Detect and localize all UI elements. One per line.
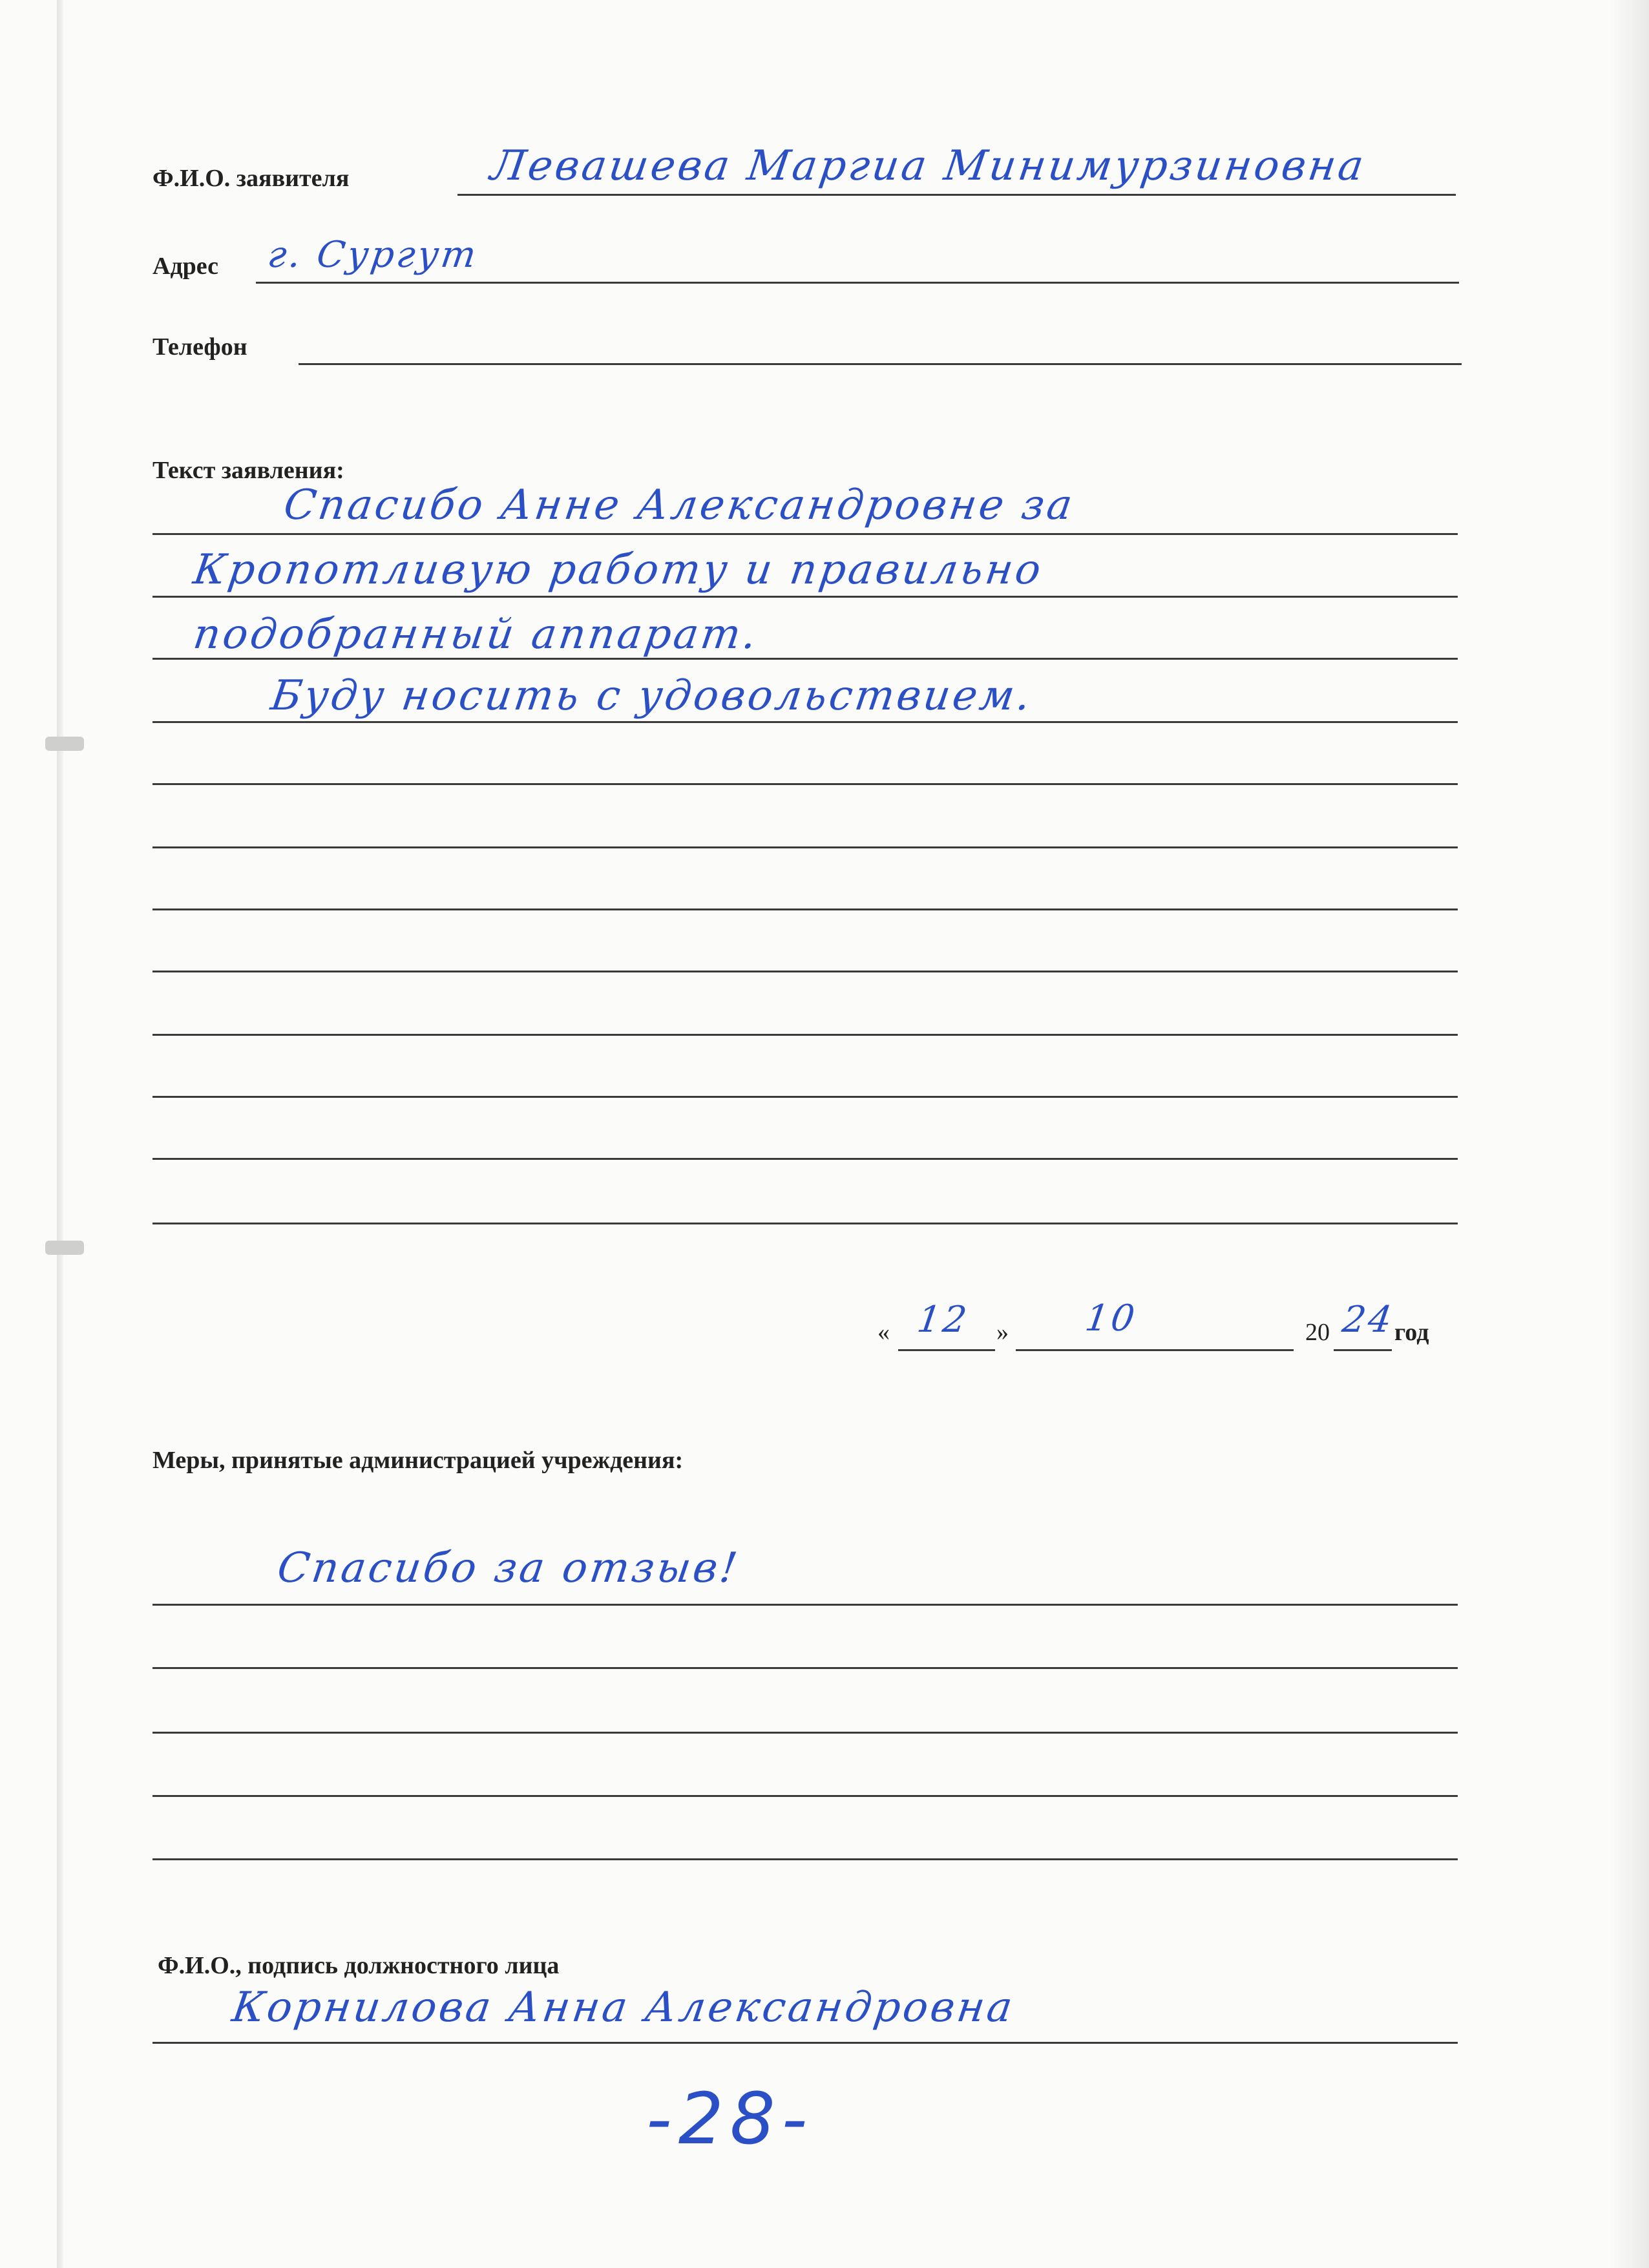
statement-line (152, 783, 1458, 785)
statement-line (152, 1034, 1458, 1036)
statement-line (152, 971, 1458, 972)
official-label: Ф.И.О., подпись должностного лица (158, 1952, 560, 1979)
date-year-line (1334, 1349, 1392, 1351)
statement-line (152, 721, 1458, 723)
date-year-word: год (1394, 1319, 1429, 1346)
measures-value[interactable]: Спасибо за отзыв! (274, 1544, 743, 1592)
statement-text-line[interactable]: Кропотливую работу и правильно (190, 546, 1047, 594)
address-value[interactable]: г. Сургут (265, 234, 481, 276)
binding-hole (45, 737, 84, 751)
statement-text-line[interactable]: подобранный аппарат. (190, 611, 762, 658)
page-fold (57, 0, 63, 2268)
date-month[interactable]: 10 (1082, 1297, 1140, 1339)
statement-text-line[interactable]: Спасибо Анне Александровне за (280, 481, 1078, 529)
date-year-prefix: 20 (1305, 1319, 1330, 1346)
statement-line (152, 596, 1458, 598)
binding-hole (45, 1241, 84, 1255)
applicant-line (457, 194, 1456, 196)
statement-line (152, 908, 1458, 910)
page-shadow (1610, 0, 1649, 2268)
date-day-line (898, 1349, 995, 1351)
measures-line (152, 1732, 1458, 1734)
official-line (152, 2042, 1458, 2044)
statement-line (152, 1096, 1458, 1098)
measures-line (152, 1667, 1458, 1669)
measures-line (152, 1604, 1458, 1606)
phone-line (299, 363, 1462, 365)
statement-line (152, 1223, 1458, 1224)
measures-line (152, 1795, 1458, 1797)
applicant-label: Ф.И.О. заявителя (152, 165, 350, 192)
date-open-quote: « (877, 1319, 890, 1346)
page-number: -28- (646, 2077, 814, 2160)
statement-label: Текст заявления: (152, 457, 344, 484)
applicant-value[interactable]: Левашева Маргиа Минимурзиновна (487, 142, 1369, 190)
date-month-line (1016, 1349, 1294, 1351)
measures-line (152, 1858, 1458, 1860)
measures-label: Меры, принятые администрацией учреждения: (152, 1447, 684, 1474)
statement-line (152, 1158, 1458, 1160)
date-year-suffix[interactable]: 24 (1339, 1299, 1397, 1341)
statement-line (152, 533, 1458, 535)
official-value[interactable]: Корнилова Анна Александровна (229, 1984, 1018, 2032)
phone-label: Телефон (152, 333, 247, 361)
date-close-quote: » (996, 1319, 1009, 1346)
statement-line (152, 846, 1458, 848)
address-label: Адрес (152, 253, 218, 280)
address-line (256, 282, 1459, 284)
statement-text-line[interactable]: Буду носить с удовольствием. (268, 672, 1036, 720)
date-day[interactable]: 12 (914, 1299, 972, 1341)
